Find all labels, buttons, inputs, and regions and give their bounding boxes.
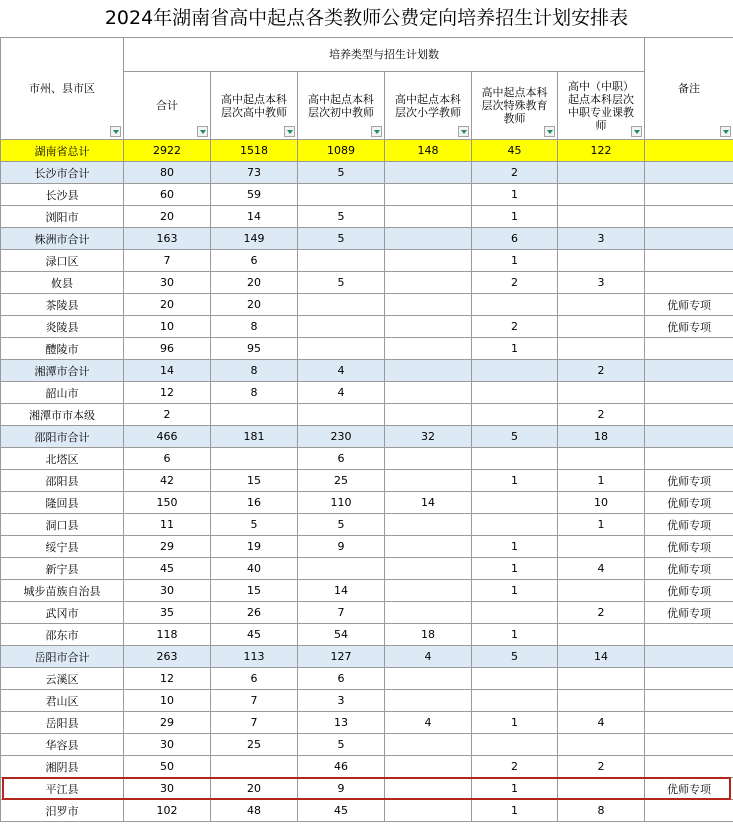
cell-primary[interactable] [385,778,472,800]
cell-special[interactable]: 1 [472,712,558,734]
cell-name[interactable]: 株洲市合计 [1,228,124,250]
table-row [1,404,733,426]
cell-primary[interactable]: 4 [385,712,472,734]
cell-name[interactable]: 长沙市合计 [1,162,124,184]
city-subtotal-row [1,646,733,668]
filter-dropdown-icon[interactable] [197,126,208,137]
table-row [1,272,733,294]
cell-special[interactable]: 2 [472,162,558,184]
cell-total[interactable]: 20 [124,206,211,228]
cell-vocational[interactable] [558,624,645,646]
cell-primary[interactable] [385,272,472,294]
cell-total[interactable]: 20 [124,294,211,316]
cell-special[interactable]: 1 [472,470,558,492]
table-row [1,690,733,712]
filter-dropdown-icon[interactable] [720,126,731,137]
cell-middle[interactable]: 127 [298,646,385,668]
cell-total[interactable]: 150 [124,492,211,514]
cell-name[interactable]: 云溪区 [1,668,124,690]
cell-primary[interactable] [385,470,472,492]
cell-middle[interactable]: 5 [298,514,385,536]
cell-special[interactable] [472,602,558,624]
cell-total[interactable]: 45 [124,558,211,580]
cell-middle[interactable]: 6 [298,668,385,690]
cell-total[interactable]: 14 [124,360,211,382]
cell-vocational[interactable] [558,338,645,360]
cell-vocational[interactable] [558,778,645,800]
cell-middle[interactable]: 54 [298,624,385,646]
cell-note[interactable]: 优师专项 [645,580,733,602]
cell-middle[interactable] [298,316,385,338]
cell-vocational[interactable] [558,162,645,184]
cell-name[interactable]: 湘潭市合计 [1,360,124,382]
cell-vocational[interactable] [558,448,645,470]
cell-vocational[interactable]: 1 [558,470,645,492]
table-row [1,184,733,206]
cell-vocational[interactable] [558,668,645,690]
cell-total[interactable]: 263 [124,646,211,668]
table-row [1,712,733,734]
cell-vocational[interactable]: 2 [558,602,645,624]
cell-vocational[interactable]: 8 [558,800,645,822]
cell-middle[interactable] [298,404,385,426]
sheet-title: 2024年湖南省高中起点各类教师公费定向培养招生计划安排表 [104,7,629,29]
cell-name[interactable]: 平江县 [1,778,124,800]
cell-note[interactable] [645,426,733,448]
cell-total[interactable]: 163 [124,228,211,250]
city-subtotal-row [1,162,733,184]
cell-primary[interactable]: 18 [385,624,472,646]
cell-name[interactable]: 炎陵县 [1,316,124,338]
cell-total[interactable]: 30 [124,272,211,294]
table-row [1,580,733,602]
cell-primary[interactable] [385,558,472,580]
cell-name[interactable]: 绥宁县 [1,536,124,558]
cell-middle[interactable]: 5 [298,206,385,228]
cell-vocational[interactable]: 10 [558,492,645,514]
cell-middle[interactable] [298,338,385,360]
total-row [1,140,733,162]
table-row [1,382,733,404]
cell-name[interactable]: 醴陵市 [1,338,124,360]
cell-total[interactable]: 11 [124,514,211,536]
cell-note[interactable]: 优师专项 [645,470,733,492]
cell-total[interactable]: 102 [124,800,211,822]
cell-name[interactable]: 邵阳市合计 [1,426,124,448]
cell-note[interactable] [645,712,733,734]
cell-total[interactable]: 35 [124,602,211,624]
cell-vocational[interactable] [558,294,645,316]
cell-note[interactable] [645,668,733,690]
cell-middle[interactable]: 5 [298,734,385,756]
cell-note[interactable]: 优师专项 [645,558,733,580]
cell-vocational[interactable] [558,690,645,712]
cell-total[interactable]: 60 [124,184,211,206]
cell-total[interactable]: 42 [124,470,211,492]
cell-high[interactable]: 149 [211,228,298,250]
cell-primary[interactable] [385,360,472,382]
cell-primary[interactable]: 14 [385,492,472,514]
cell-special[interactable]: 45 [472,140,558,162]
cell-middle[interactable]: 14 [298,580,385,602]
cell-total[interactable]: 6 [124,448,211,470]
cell-note[interactable]: 优师专项 [645,492,733,514]
cell-name[interactable]: 汨罗市 [1,800,124,822]
city-subtotal-row [1,228,733,250]
cell-vocational[interactable] [558,184,645,206]
cell-note[interactable]: 优师专项 [645,514,733,536]
table-row [1,668,733,690]
cell-vocational[interactable]: 2 [558,360,645,382]
filter-dropdown-icon[interactable] [631,126,642,137]
cell-primary[interactable] [385,162,472,184]
cell-total[interactable]: 10 [124,690,211,712]
cell-name[interactable]: 隆回县 [1,492,124,514]
cell-special[interactable]: 6 [472,228,558,250]
cell-special[interactable]: 2 [472,756,558,778]
cell-special[interactable]: 1 [472,206,558,228]
cell-primary[interactable] [385,536,472,558]
cell-note[interactable] [645,448,733,470]
cell-middle[interactable]: 13 [298,712,385,734]
cell-special[interactable]: 5 [472,426,558,448]
column-header[interactable]: 高中（中职） 起点本科层次 中职专业课教 师 [558,72,645,140]
cell-high[interactable]: 5 [211,514,298,536]
cell-high[interactable]: 8 [211,382,298,404]
cell-high[interactable]: 59 [211,184,298,206]
cell-special[interactable]: 1 [472,558,558,580]
cell-high[interactable]: 6 [211,250,298,272]
column-header[interactable]: 高中起点本科 层次高中教师 [211,72,298,140]
cell-total[interactable]: 29 [124,536,211,558]
cell-primary[interactable] [385,206,472,228]
cell-middle[interactable]: 6 [298,448,385,470]
cell-high[interactable]: 8 [211,316,298,338]
cell-middle[interactable]: 45 [298,800,385,822]
cell-name[interactable]: 洞口县 [1,514,124,536]
cell-total[interactable]: 12 [124,668,211,690]
cell-special[interactable]: 1 [472,250,558,272]
cell-name[interactable]: 君山区 [1,690,124,712]
cell-total[interactable]: 50 [124,756,211,778]
city-subtotal-row [1,426,733,448]
cell-name[interactable]: 渌口区 [1,250,124,272]
cell-primary[interactable] [385,250,472,272]
cell-name[interactable]: 湘阴县 [1,756,124,778]
cell-high[interactable]: 14 [211,206,298,228]
cell-high[interactable]: 73 [211,162,298,184]
cell-high[interactable]: 19 [211,536,298,558]
cell-total[interactable]: 2922 [124,140,211,162]
cell-middle[interactable]: 5 [298,162,385,184]
cell-high[interactable]: 20 [211,294,298,316]
cell-note[interactable]: 优师专项 [645,778,733,800]
cell-special[interactable]: 1 [472,536,558,558]
cell-note[interactable] [645,800,733,822]
cell-high[interactable]: 26 [211,602,298,624]
cell-middle[interactable]: 5 [298,228,385,250]
cell-vocational[interactable]: 1 [558,514,645,536]
cell-primary[interactable] [385,756,472,778]
cell-special[interactable]: 1 [472,580,558,602]
cell-name[interactable]: 韶山市 [1,382,124,404]
cell-high[interactable]: 95 [211,338,298,360]
cell-name[interactable]: 浏阳市 [1,206,124,228]
cell-middle[interactable]: 110 [298,492,385,514]
cell-note[interactable] [645,228,733,250]
table-row [1,536,733,558]
cell-special[interactable]: 1 [472,800,558,822]
cell-note[interactable] [645,206,733,228]
cell-high[interactable]: 16 [211,492,298,514]
table-row [1,624,733,646]
cell-primary[interactable]: 4 [385,646,472,668]
cell-note[interactable] [645,250,733,272]
cell-special[interactable] [472,690,558,712]
cell-special[interactable] [472,382,558,404]
cell-primary[interactable] [385,514,472,536]
plan-table [0,37,733,822]
cell-name[interactable]: 湖南省总计 [1,140,124,162]
column-header[interactable]: 高中起点本科 层次小学教师 [385,72,472,140]
table-row [1,800,733,822]
cell-note[interactable]: 优师专项 [645,602,733,624]
table-row [1,514,733,536]
cell-middle[interactable]: 4 [298,382,385,404]
column-header[interactable]: 高中起点本科 层次初中教师 [298,72,385,140]
cell-note[interactable]: 优师专项 [645,536,733,558]
table-row [1,250,733,272]
cell-primary[interactable]: 148 [385,140,472,162]
table-row [1,756,733,778]
cell-primary[interactable] [385,228,472,250]
filter-dropdown-icon[interactable] [458,126,469,137]
cell-special[interactable] [472,514,558,536]
header-region[interactable]: 市州、县市区 [1,38,124,140]
cell-special[interactable]: 2 [472,316,558,338]
cell-middle[interactable]: 9 [298,778,385,800]
cell-middle[interactable]: 25 [298,470,385,492]
column-header[interactable]: 合计 [124,72,211,140]
cell-special[interactable]: 2 [472,272,558,294]
table-row [1,734,733,756]
table-row [1,338,733,360]
cell-total[interactable]: 30 [124,734,211,756]
cell-primary[interactable] [385,800,472,822]
cell-high[interactable]: 15 [211,580,298,602]
cell-note[interactable] [645,140,733,162]
cell-note[interactable] [645,382,733,404]
cell-vocational[interactable]: 2 [558,404,645,426]
cell-vocational[interactable]: 14 [558,646,645,668]
cell-special[interactable] [472,668,558,690]
cell-total[interactable]: 30 [124,580,211,602]
header-group: 培养类型与招生计划数 [124,38,645,72]
cell-note[interactable] [645,690,733,712]
cell-name[interactable]: 武冈市 [1,602,124,624]
cell-primary[interactable]: 32 [385,426,472,448]
cell-special[interactable]: 1 [472,184,558,206]
cell-high[interactable]: 8 [211,360,298,382]
cell-vocational[interactable]: 2 [558,756,645,778]
cell-high[interactable]: 45 [211,624,298,646]
cell-high[interactable]: 15 [211,470,298,492]
cell-note[interactable] [645,272,733,294]
cell-vocational[interactable]: 4 [558,558,645,580]
cell-special[interactable]: 1 [472,624,558,646]
cell-note[interactable] [645,184,733,206]
cell-vocational[interactable] [558,580,645,602]
cell-note[interactable]: 优师专项 [645,294,733,316]
cell-total[interactable]: 12 [124,382,211,404]
table-row [1,492,733,514]
cell-special[interactable] [472,492,558,514]
cell-special[interactable]: 1 [472,778,558,800]
cell-vocational[interactable]: 3 [558,228,645,250]
cell-primary[interactable] [385,382,472,404]
city-subtotal-row [1,360,733,382]
cell-note[interactable] [645,624,733,646]
cell-middle[interactable]: 46 [298,756,385,778]
cell-name[interactable]: 茶陵县 [1,294,124,316]
cell-name[interactable]: 湘潭市市本级 [1,404,124,426]
cell-high[interactable] [211,448,298,470]
cell-high[interactable]: 20 [211,272,298,294]
cell-vocational[interactable]: 122 [558,140,645,162]
table-row [1,602,733,624]
cell-high[interactable] [211,404,298,426]
cell-primary[interactable] [385,448,472,470]
header-note[interactable]: 备注 [645,38,733,140]
cell-total[interactable]: 29 [124,712,211,734]
cell-middle[interactable]: 230 [298,426,385,448]
cell-name[interactable]: 岳阳县 [1,712,124,734]
cell-note[interactable] [645,734,733,756]
cell-primary[interactable] [385,294,472,316]
cell-name[interactable]: 新宁县 [1,558,124,580]
cell-primary[interactable] [385,690,472,712]
cell-high[interactable]: 181 [211,426,298,448]
cell-name[interactable]: 长沙县 [1,184,124,206]
cell-primary[interactable] [385,338,472,360]
cell-primary[interactable] [385,734,472,756]
cell-name[interactable]: 城步苗族自治县 [1,580,124,602]
cell-middle[interactable] [298,558,385,580]
cell-high[interactable]: 7 [211,690,298,712]
table-row [1,294,733,316]
cell-primary[interactable] [385,316,472,338]
cell-vocational[interactable]: 4 [558,712,645,734]
cell-special[interactable] [472,360,558,382]
cell-total[interactable]: 80 [124,162,211,184]
cell-name[interactable]: 北塔区 [1,448,124,470]
cell-middle[interactable] [298,294,385,316]
cell-high[interactable]: 48 [211,800,298,822]
cell-note[interactable] [645,404,733,426]
cell-name[interactable]: 华容县 [1,734,124,756]
cell-special[interactable]: 5 [472,646,558,668]
filter-dropdown-icon[interactable] [544,126,555,137]
column-header[interactable]: 高中起点本科 层次特殊教育 教师 [472,72,558,140]
filter-dropdown-icon[interactable] [371,126,382,137]
cell-middle[interactable]: 3 [298,690,385,712]
table-row [1,448,733,470]
cell-note[interactable] [645,646,733,668]
cell-note[interactable] [645,756,733,778]
table-row [1,778,733,800]
cell-middle[interactable]: 4 [298,360,385,382]
cell-special[interactable] [472,294,558,316]
cell-vocational[interactable] [558,250,645,272]
cell-total[interactable]: 2 [124,404,211,426]
cell-note[interactable] [645,338,733,360]
cell-high[interactable]: 20 [211,778,298,800]
table-row [1,316,733,338]
cell-high[interactable]: 40 [211,558,298,580]
cell-high[interactable]: 113 [211,646,298,668]
cell-middle[interactable] [298,184,385,206]
cell-note[interactable]: 优师专项 [645,316,733,338]
cell-special[interactable] [472,448,558,470]
cell-special[interactable] [472,404,558,426]
cell-primary[interactable] [385,580,472,602]
cell-special[interactable] [472,734,558,756]
cell-primary[interactable] [385,404,472,426]
table-row [1,206,733,228]
cell-special[interactable]: 1 [472,338,558,360]
cell-vocational[interactable] [558,382,645,404]
cell-total[interactable]: 7 [124,250,211,272]
cell-middle[interactable]: 7 [298,602,385,624]
filter-dropdown-icon[interactable] [110,126,121,137]
cell-vocational[interactable] [558,536,645,558]
cell-high[interactable]: 1518 [211,140,298,162]
cell-middle[interactable]: 5 [298,272,385,294]
cell-middle[interactable]: 9 [298,536,385,558]
cell-vocational[interactable] [558,206,645,228]
cell-total[interactable]: 10 [124,316,211,338]
cell-name[interactable]: 岳阳市合计 [1,646,124,668]
cell-high[interactable]: 6 [211,668,298,690]
cell-name[interactable]: 邵阳县 [1,470,124,492]
cell-primary[interactable] [385,602,472,624]
cell-high[interactable]: 7 [211,712,298,734]
cell-vocational[interactable] [558,734,645,756]
cell-name[interactable]: 邵东市 [1,624,124,646]
cell-name[interactable]: 攸县 [1,272,124,294]
cell-primary[interactable] [385,668,472,690]
table-row [1,558,733,580]
cell-total[interactable]: 466 [124,426,211,448]
cell-total[interactable]: 30 [124,778,211,800]
cell-middle[interactable]: 1089 [298,140,385,162]
cell-total[interactable]: 118 [124,624,211,646]
cell-high[interactable] [211,756,298,778]
cell-note[interactable] [645,360,733,382]
filter-dropdown-icon[interactable] [284,126,295,137]
cell-middle[interactable] [298,250,385,272]
cell-total[interactable]: 96 [124,338,211,360]
cell-vocational[interactable]: 3 [558,272,645,294]
cell-note[interactable] [645,162,733,184]
cell-high[interactable]: 25 [211,734,298,756]
cell-vocational[interactable] [558,316,645,338]
table-row [1,470,733,492]
cell-primary[interactable] [385,184,472,206]
cell-vocational[interactable]: 18 [558,426,645,448]
